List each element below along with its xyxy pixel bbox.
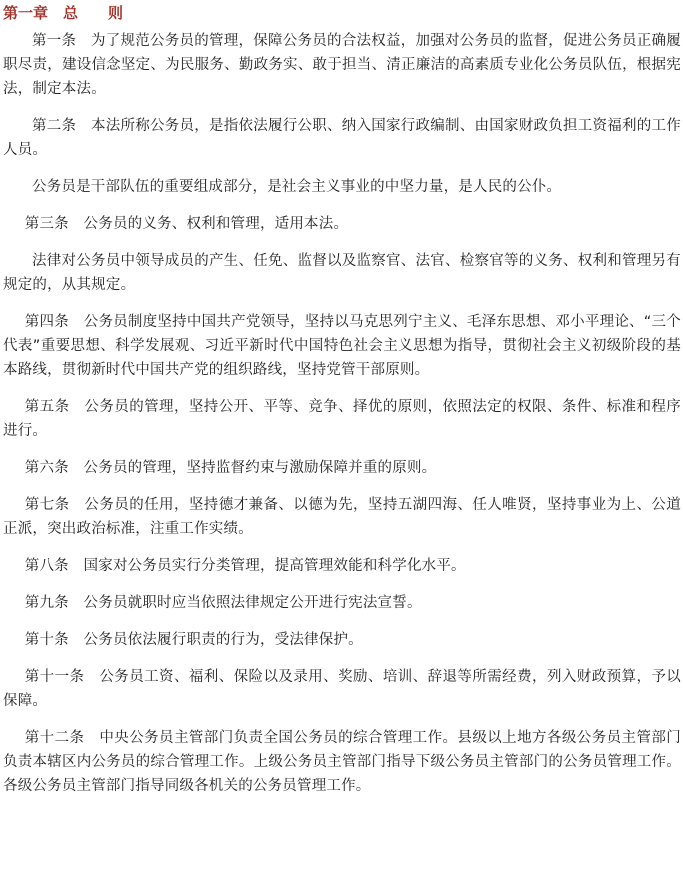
article-3-paragraph-2: 法律对公务员中领导成员的产生、任免、监督以及监察官、法官、检察官等的义务、权利和管理另有规定的，从其规定。 [3, 253, 681, 293]
article-12: 第十二条 中央公务员主管部门负责全国公务员的综合管理工作。县级以上地方各级公务员主管部门负责本辖区内公务员的综合管理工作。上级公务员主管部门指导下级公务员主管部门的公务员管理工作。各级公务员主管部门指导同级各机关的公务员管理工作。 [3, 730, 681, 794]
article-11: 第十一条 公务员工资、福利、保险以及录用、奖励、培训、辞退等所需经费，列入财政预算，予以保障。 [3, 669, 681, 709]
chapter-title: 第一章 总 则 [3, 4, 124, 22]
article-1: 第一条 为了规范公务员的管理，保障公务员的合法权益，加强对公务员的监督，促进公务员正确履职尽责，建设信念坚定、为民服务、勤政务实、敢于担当、清正廉洁的高素质专业化公务员队伍，根据宪法，制定本法。 [3, 33, 681, 97]
article-7: 第七条 公务员的任用，坚持德才兼备、以德为先，坚持五湖四海、任人唯贤，坚持事业为上、公道正派，突出政治标准，注重工作实绩。 [3, 497, 681, 537]
article-10: 第十条 公务员依法履行职责的行为，受法律保护。 [24, 632, 363, 648]
article-2: 第二条 本法所称公务员，是指依法履行公职、纳入国家行政编制、由国家财政负担工资福利的工作人员。 [3, 118, 681, 158]
article-5: 第五条 公务员的管理，坚持公开、平等、竞争、择优的原则，依照法定的权限、条件、标准和程序进行。 [3, 399, 681, 439]
article-3: 第三条 公务员的义务、权利和管理，适用本法。 [24, 216, 349, 232]
article-6: 第六条 公务员的管理，坚持监督约束与激励保障并重的原则。 [24, 460, 437, 476]
article-4: 第四条 公务员制度坚持中国共产党领导，坚持以马克思列宁主义、毛泽东思想、邓小平理论、“三个代表”重要思想、科学发展观、习近平新时代中国特色社会主义思想为指导，贯彻社会主义初级阶段的基本路线，贯彻新时代中国共产党的组织路线，坚持党管干部原则。 [3, 314, 681, 378]
article-2-paragraph-2: 公务员是干部队伍的重要组成部分，是社会主义事业的中坚力量，是人民的公仆。 [32, 179, 562, 195]
article-9: 第九条 公务员就职时应当依照法律规定公开进行宪法宣誓。 [24, 595, 422, 611]
article-8: 第八条 国家对公务员实行分类管理，提高管理效能和科学化水平。 [24, 558, 466, 574]
